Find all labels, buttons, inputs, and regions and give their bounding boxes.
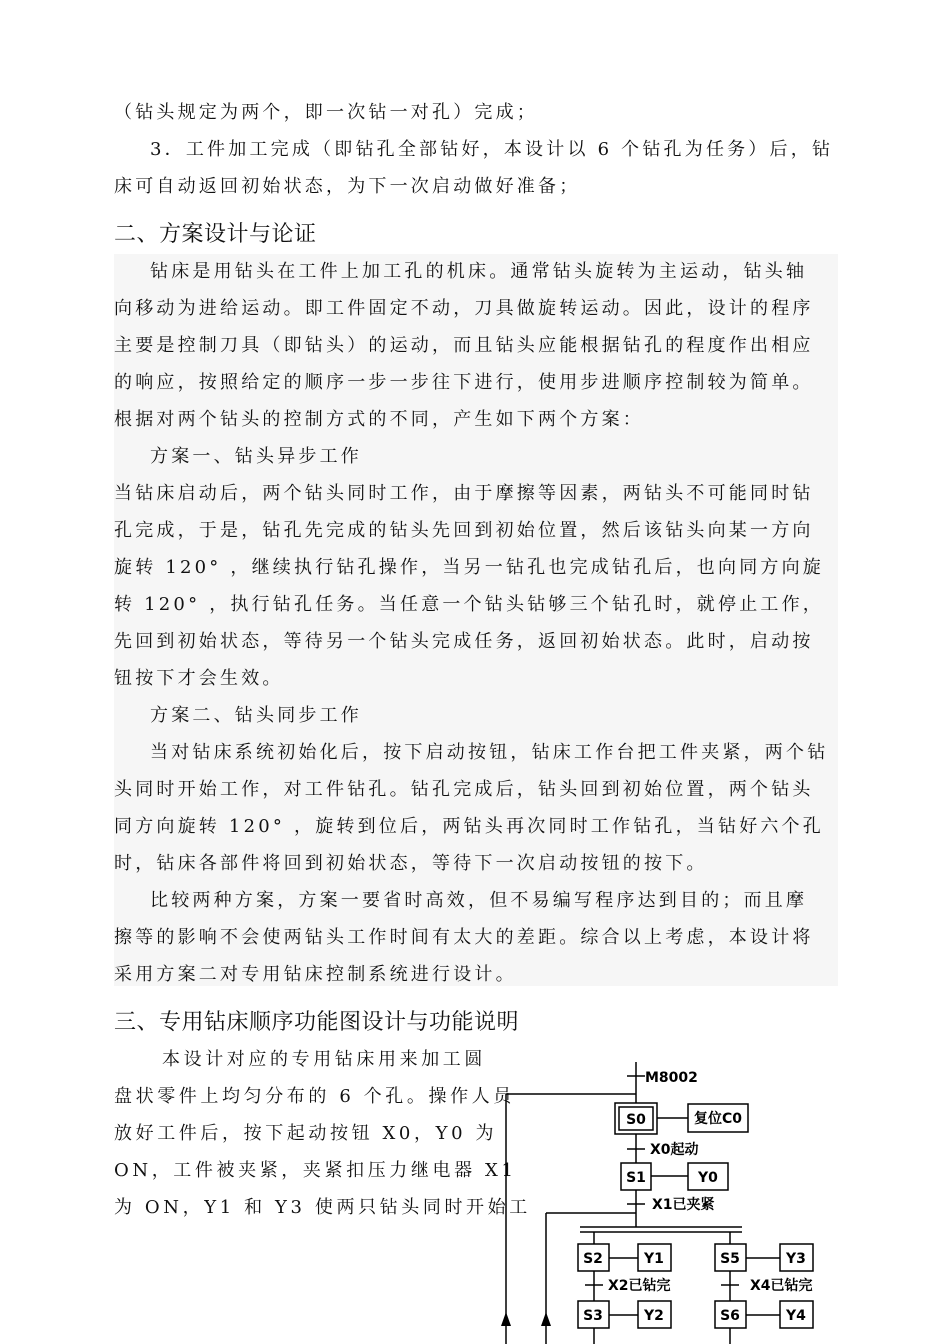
transition-x2-label: X2已钻完 <box>608 1278 671 1294</box>
init-condition-label: M8002 <box>645 1070 698 1086</box>
step-s6-action-label: Y4 <box>786 1308 806 1324</box>
plan-1-line-6: 钮按下才会生效。 <box>114 668 284 689</box>
plan-2-line-2: 头同时开始工作，对工件钻孔。钻孔完成后，钻头回到初始位置，两个钻头 <box>114 779 814 800</box>
section-3-line-5: 为 ON，Y1 和 Y3 使两只钻头同时开始工 <box>114 1197 531 1218</box>
compare-line-2: 擦等的影响不会使两钻头工作时间有太大的差距。综合以上考虑，本设计将 <box>114 927 814 948</box>
section-2-para1-line-4: 的响应，按照给定的顺序一步一步往下进行，使用步进顺序控制较为简单。 <box>114 372 814 393</box>
transition-x1-label: X1已夹紧 <box>652 1197 715 1213</box>
return-arrow-2 <box>541 1312 551 1326</box>
plan-1-line-5: 先回到初始状态，等待另一个钻头完成任务，返回初始状态。此时，启动按 <box>114 631 814 652</box>
section-2-para1-line-2: 向移动为进给运动。即工件固定不动，刀具做旋转运动。因此，设计的程序 <box>114 298 814 319</box>
compare-line-3: 采用方案二对专用钻床控制系统进行设计。 <box>114 964 517 985</box>
step-s2 <box>578 1244 609 1271</box>
section-2-para1-line-3: 主要是控制刀具（即钻头）的运动，而且钻头应能根据钻孔的程度作出相应 <box>114 335 814 356</box>
step-s1 <box>621 1163 651 1190</box>
step-s0-action <box>688 1104 748 1132</box>
plan-2-line-1: 当对钻床系统初始化后，按下启动按钮，钻床工作台把工件夹紧，两个钻 <box>150 742 829 763</box>
step-s3-action-label: Y2 <box>644 1308 664 1324</box>
step-s5 <box>715 1244 746 1271</box>
step-s2-action-label: Y1 <box>644 1251 664 1267</box>
transition-x0-label: X0起动 <box>650 1142 699 1158</box>
step-s1-action-label: Y0 <box>698 1170 718 1186</box>
return-arrow-1 <box>501 1312 511 1326</box>
step-s5-action <box>780 1244 813 1271</box>
plan-1-line-1: 当钻床启动后，两个钻头同时工作，由于摩擦等因素，两钻头不可能同时钻 <box>114 483 814 504</box>
section-3-line-3: 放好工件后，按下起动按钮 X0，Y0 为 <box>114 1123 498 1144</box>
step-s6-action <box>780 1301 813 1328</box>
step-s3 <box>578 1301 609 1328</box>
plan-1-line-4: 转 120° ，执行钻孔任务。当任意一个钻头钻够三个钻孔时，就停止工作， <box>114 594 824 615</box>
step-s6-label: S6 <box>720 1308 740 1324</box>
step-s5-label: S5 <box>720 1251 740 1267</box>
step-s0-action-label: 复位C0 <box>693 1111 743 1127</box>
step-s1-action <box>688 1163 728 1190</box>
section-2-heading: 二、方案设计与论证 <box>114 222 317 247</box>
section-2-para1-line-5: 根据对两个钻头的控制方式的不同，产生如下两个方案： <box>114 409 644 430</box>
step-s5-action-label: Y3 <box>786 1251 806 1267</box>
step-s2-action <box>638 1244 671 1271</box>
plan-2-line-3: 同方向旋转 120° ，旋转到位后，两钻头再次同时工作钻孔，当钻好六个孔 <box>114 816 824 837</box>
section-3-line-4: ON，工件被夹紧，夹紧扣压力继电器 X1 <box>114 1160 517 1181</box>
section-2-para1-line-1: 钻床是用钻头在工件上加工孔的机床。通常钻头旋转为主运动，钻头轴 <box>150 261 808 282</box>
step-s2-label: S2 <box>583 1251 603 1267</box>
plan-1-line-3: 旋转 120° ，继续执行钻孔操作，当另一钻孔也完成钻孔后，也向同方向旋 <box>114 557 824 578</box>
section-3-line-1: 本设计对应的专用钻床用来加工圆 <box>162 1049 486 1070</box>
step-s0 <box>615 1103 657 1134</box>
plan-1-title: 方案一、钻头异步工作 <box>150 446 362 467</box>
intro-line-1: （钻头规定为两个，即一次钻一对孔）完成； <box>114 102 538 123</box>
intro-line-2: 3．工件加工完成（即钻孔全部钻好，本设计以 6 个钻孔为任务）后，钻 <box>150 139 834 160</box>
step-s1-label: S1 <box>626 1170 646 1186</box>
compare-line-1: 比较两种方案，方案一要省时高效，但不易编写程序达到目的；而且摩 <box>150 890 808 911</box>
section-3-line-2: 盘状零件上均匀分布的 6 个孔。操作人员 <box>114 1086 515 1107</box>
plan-2-line-4: 时，钻床各部件将回到初始状态，等待下一次启动按钮的按下。 <box>114 853 708 874</box>
step-s3-action <box>638 1301 671 1328</box>
step-s3-label: S3 <box>583 1308 603 1324</box>
step-s6 <box>715 1301 746 1328</box>
step-s0-label: S0 <box>626 1112 646 1128</box>
transition-x4-label: X4已钻完 <box>750 1278 813 1294</box>
intro-line-3: 床可自动返回初始状态，为下一次启动做好准备； <box>114 176 581 197</box>
section-3-heading: 三、专用钻床顺序功能图设计与功能说明 <box>114 1010 520 1035</box>
plan-1-line-2: 孔完成，于是，钻孔先完成的钻头先回到初始位置，然后该钻头向某一方向 <box>114 520 814 541</box>
plan-2-title: 方案二、钻头同步工作 <box>150 705 362 726</box>
